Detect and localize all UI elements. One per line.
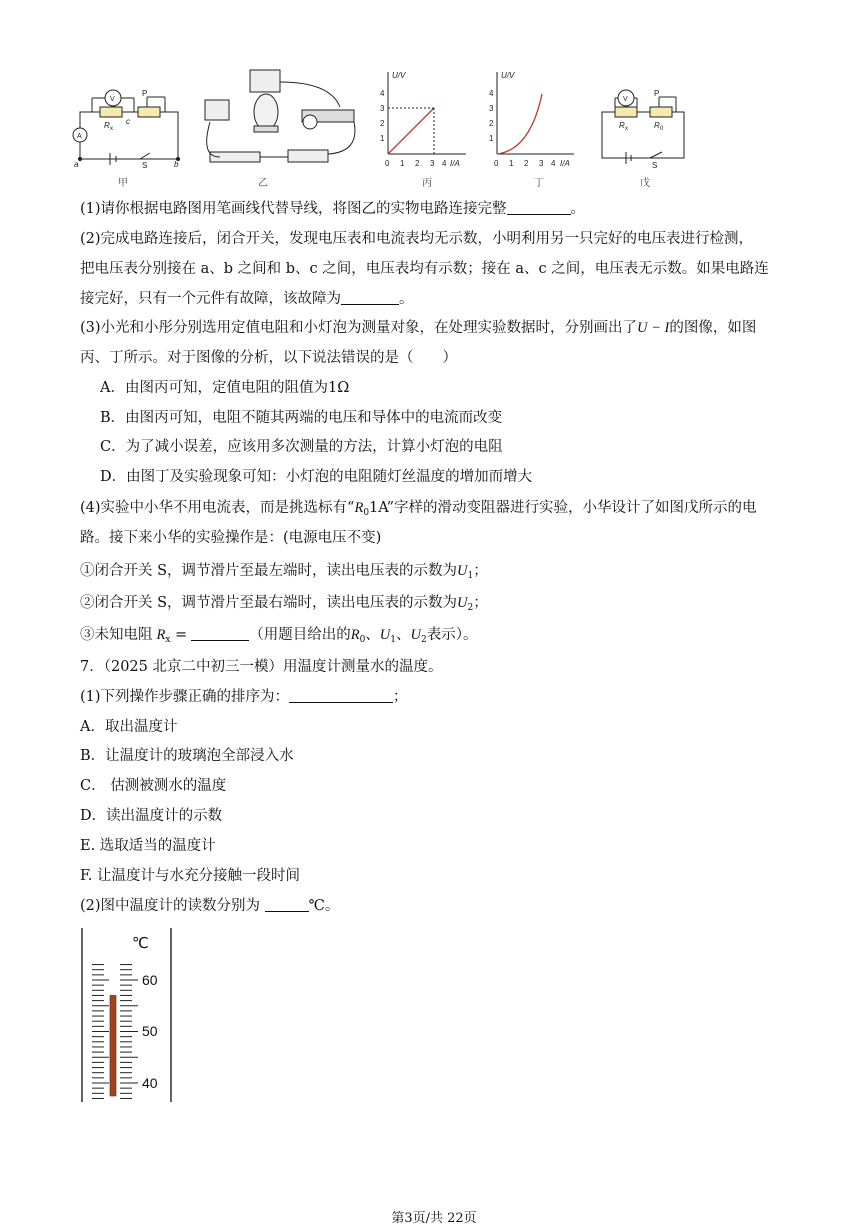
caption-yi: 乙 [258,178,268,189]
q6-option-a: A．由图丙可知，定值电阻的阻值为1Ω [100,380,350,396]
ding-y-tick: 3 [489,104,494,113]
figure-ding-graph [497,72,574,154]
q6-option-d: D．由图丁及实验现象可知：小灯泡的电阻随灯丝温度的增加而增大 [100,469,533,485]
wu-rx-sub: x [625,126,628,132]
q7-part2: (2)图中温度计的读数分别为 ℃。 [80,898,340,914]
figure-wu-circuit [602,90,684,164]
wu-s-label: S [652,161,658,170]
bing-y-tick: 1 [380,134,385,143]
ding-y-tick: 4 [489,89,494,98]
bing-y-tick: 4 [380,89,385,98]
q6-part2-line2: 把电压表分别接在 a、b 之间和 b、c 之间，电压表均有示数；接在 a、c 之间，电压表无示数。如果电路连 [80,261,769,277]
q6-part3-line2: 丙、丁所示。对于图像的分析，以下说法错误的是（ ） [80,350,457,366]
jia-a-label: A [77,133,82,140]
q6-option-c: C．为了减小误差，应该用多次测量的方法，计算小灯泡的电阻 [100,439,503,455]
jia-a-node: a [74,160,79,169]
ding-x-tick: 3 [539,159,544,168]
thermometer-figure [78,924,178,1106]
q6-part4-line2: 路。接下来小华的实验操作是：(电源电压不变) [80,530,382,546]
circuit-figures [70,62,810,196]
q6-part3-line1: (3)小光和小彤分别选用定值电阻和小灯泡为测量对象，在处理实验数据时，分别画出了U − I的图像，如图 [80,320,757,336]
thermometer-label-50: 50 [142,1023,158,1039]
caption-ding: 丁 [534,178,544,189]
q6-option-b: B．由图丙可知，电阻不随其两端的电压和导体中的电流而改变 [100,410,503,426]
caption-bing: 丙 [422,178,432,189]
jia-c-label: c [126,117,130,126]
wu-r0-label: R [654,121,660,130]
q7-option-b: B．让温度计的玻璃泡全部浸入水 [80,748,294,764]
answer-blank[interactable] [289,688,393,703]
wu-p-label: P [654,89,660,98]
bing-y-tick: 3 [380,104,385,113]
answer-blank[interactable] [341,290,399,305]
wu-r0-sub: 0 [660,126,664,132]
bing-x-axis-label: I/A [450,159,460,168]
q6-part2-line3: 接完好，只有一个元件有故障，该故障为 。 [80,291,414,307]
thermometer-label-40: 40 [142,1075,158,1091]
thermometer-liquid-column [110,995,116,1096]
jia-v-label: V [110,96,115,103]
q7-title: 7．（2025 北京二中初三一模）用温度计测量水的温度。 [80,659,443,675]
bing-x-tick: 1 [400,159,405,168]
ding-x-tick: 4 [551,159,556,168]
q7-part1: (1)下列操作步骤正确的排序为： ； [80,689,408,705]
q6-part1: (1)请你根据电路图用笔画线代替导线，将图乙的实物电路连接完整 。 [80,201,586,217]
jia-p-label: P [142,89,148,98]
ding-x-tick: 2 [524,159,529,168]
thermometer-unit: ℃ [132,935,149,952]
wu-rx-label: R [619,121,625,130]
jia-s-label: S [142,161,148,170]
bing-x-tick: 2 [415,159,420,168]
jia-b-node: b [174,160,179,169]
q6-part4-line1: (4)实验中小华不用电流表，而是挑选标有“$R_01A$”字样的滑动变阻器进行实验，小华设计了如图戊所示的电 [80,500,757,518]
caption-jia: 甲 [118,178,128,189]
thermometer-label-60: 60 [142,972,158,988]
bing-y-axis-label: U/V [392,71,406,80]
q6-step3: ③未知电阻 $R_x$ = （用题目给出的$R_0$、$U_1$、$U_2$表示）。 [80,627,478,645]
ding-y-tick: 1 [489,134,494,143]
bing-x-tick: 4 [442,159,447,168]
caption-wu: 戊 [640,178,650,189]
ding-x-axis-label: I/A [560,159,570,168]
figure-bing-graph [388,72,466,154]
q6-step1: ①闭合开关 S，调节滑片至最左端时，读出电压表的示数为$U_1$； [80,563,488,581]
wu-v-label: V [623,96,628,103]
q6-part2-line1: (2)完成电路连接后，闭合开关，发现电压表和电流表均无示数，小明利用另一只完好的电压表进行检测， [80,231,754,247]
ding-y-axis-label: U/V [501,71,515,80]
page-footer: 第3页/共 22页 [391,1211,477,1226]
ding-x-tick: 0 [494,159,499,168]
answer-blank[interactable] [191,626,249,641]
answer-blank[interactable] [507,200,571,215]
jia-rx-sub: x [110,126,113,132]
figure-jia-circuit [73,90,180,165]
answer-blank[interactable] [265,897,309,912]
bing-x-tick: 0 [385,159,390,168]
q6-step2: ②闭合开关 S，调节滑片至最右端时，读出电压表的示数为$U_2$； [80,595,488,613]
q7-option-d: D．读出温度计的示数 [80,808,223,824]
q7-option-a: A．取出温度计 [80,719,178,735]
thermometer-left-scale [92,965,109,1099]
thermometer-right-scale [120,965,138,1099]
ding-y-tick: 2 [489,119,494,128]
bing-y-tick: 2 [380,119,385,128]
bing-x-tick: 3 [430,159,435,168]
figure-yi-apparatus [205,70,355,162]
q7-option-f: F. 让温度计与水充分接触一段时间 [80,868,301,884]
q7-option-c: C． 估测被测水的温度 [80,778,227,794]
ding-x-tick: 1 [509,159,514,168]
jia-rx-label: R [104,121,110,130]
q7-option-e: E. 选取适当的温度计 [80,838,216,854]
